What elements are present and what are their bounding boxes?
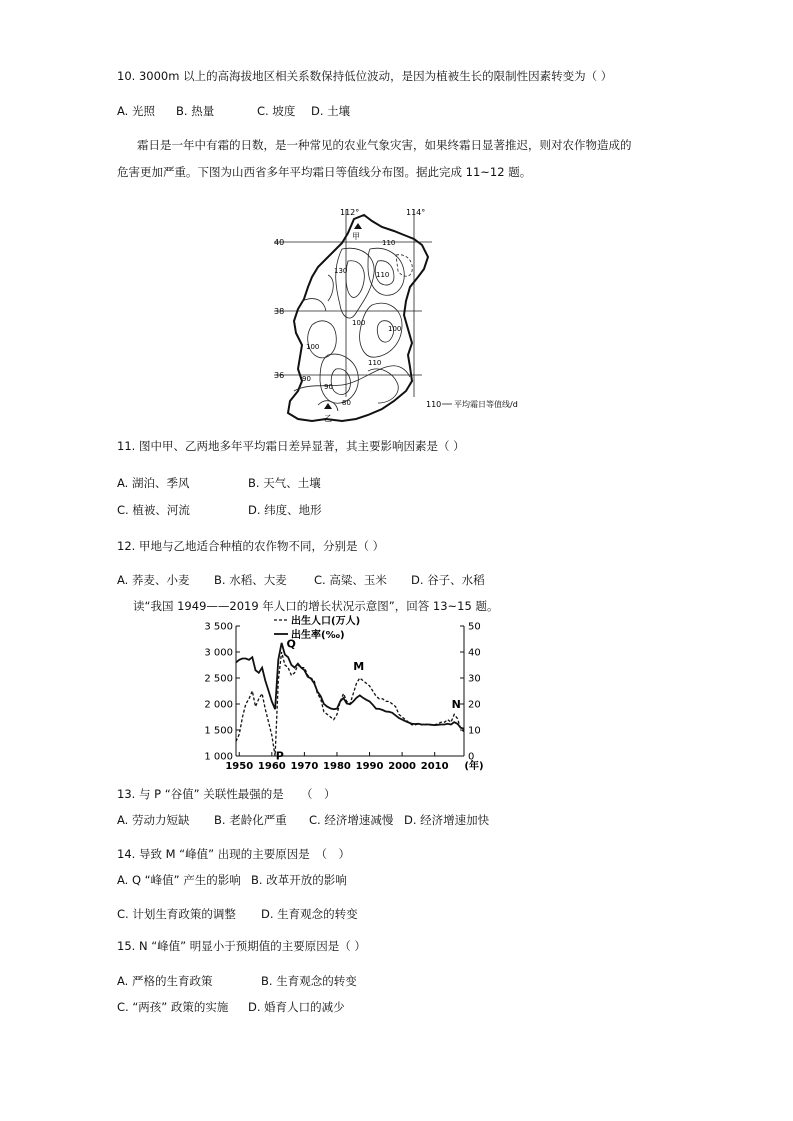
x-tick-label: 1980 — [323, 761, 351, 772]
annotation-label: N — [451, 698, 461, 712]
q15-option-c: C. “两孩” 政策的实施 — [117, 1000, 229, 1014]
annotation-label: Q — [286, 637, 296, 651]
annotation-label: P — [275, 749, 284, 763]
right-tick-label: 30 — [468, 673, 481, 685]
contour-label: 110 — [382, 239, 396, 247]
left-tick-label: 3 500 — [204, 621, 233, 633]
right-tick-label: 50 — [468, 621, 481, 633]
yi-marker-icon — [324, 403, 332, 409]
birth-rate-line — [236, 643, 464, 729]
chart-labels — [204, 614, 483, 772]
x-tick-label: 2000 — [388, 761, 417, 772]
q13-option-c: C. 经济增速减慢 — [309, 813, 394, 827]
q10-option-b: B. 热量 — [176, 104, 215, 118]
population-chart — [194, 614, 494, 776]
frost-day-map — [272, 205, 534, 427]
q15-stem: 15. N “峰值” 明显小于预期值的主要原因是（ ） — [117, 939, 366, 953]
left-tick-label: 1 500 — [204, 725, 233, 737]
map-legend-value: 110 — [426, 400, 442, 409]
contour-line — [294, 366, 410, 391]
q12-option-a: A. 荞麦、小麦 — [117, 573, 190, 587]
contour-line — [302, 299, 326, 311]
right-tick-label: 0 — [468, 751, 475, 763]
contour-label: 100 — [352, 319, 366, 327]
q15-option-d: D. 婚育人口的减少 — [248, 1000, 345, 1014]
q11-option-b: B. 天气、土壤 — [248, 476, 321, 490]
x-tick-label: 1960 — [257, 761, 286, 772]
q11-stem: 11. 图中甲、乙两地多年平均霜日差异显著，其主要影响因素是（ ） — [117, 439, 465, 453]
contour-label: 90 — [324, 383, 333, 391]
frost-day-map-svg — [272, 205, 534, 427]
place-label-yi: 乙 — [324, 414, 332, 423]
population-chart-svg — [194, 614, 494, 776]
q13-stem: 13. 与 P “谷值” 关联性最强的是 （ ） — [117, 787, 336, 801]
contour-label: 100 — [388, 325, 402, 333]
q12-stem: 12. 甲地与乙地适合种植的农作物不同，分别是（ ） — [117, 539, 385, 553]
q14-option-d: D. 生育观念的转变 — [261, 907, 358, 921]
x-unit-label: (年) — [464, 761, 484, 772]
q13-option-a: A. 劳动力短缺 — [117, 813, 190, 827]
chart-series — [236, 643, 464, 756]
q11-option-a: A. 湖泊、季风 — [117, 476, 190, 490]
chart-axes — [236, 626, 464, 756]
contour-line — [346, 261, 364, 298]
legend-label-birth-population: 出生人口(万人) — [291, 616, 361, 627]
lat-label-38: 38 — [274, 307, 285, 316]
q14-option-b: B. 改革开放的影响 — [251, 873, 347, 887]
lat-label-40: 40 — [274, 238, 285, 247]
contour-line — [308, 321, 337, 358]
left-tick-label: 2 500 — [204, 673, 233, 685]
lon-label-114: 114° — [406, 208, 426, 217]
q10-option-d: D. 土壤 — [311, 104, 351, 118]
q10-stem: 10. 3000m 以上的高海拔地区相关系数保持低位波动，是因为植被生长的限制性因素转变为（ ） — [117, 69, 613, 83]
q13-option-d: D. 经济增速加快 — [404, 813, 490, 827]
q14-stem: 14. 导致 M “峰值” 出现的主要原因是 （ ） — [117, 847, 350, 861]
passage1-line1: 霜日是一年中有霜的日数，是一种常见的农业气象灾害，如果终霜日显著推迟，则对农作物造成的 — [137, 138, 632, 152]
passage1-line2: 危害更加严重。下图为山西省多年平均霜日等值线分布图。据此完成 11~12 题。 — [117, 165, 532, 179]
shanxi-outline — [288, 215, 428, 421]
right-tick-label: 10 — [468, 725, 481, 737]
contour-label: 110 — [376, 271, 390, 279]
left-tick-label: 3 000 — [204, 647, 233, 659]
x-tick-label: 2010 — [420, 761, 449, 772]
lat-label-36: 36 — [274, 371, 285, 380]
lon-label-112: 112° — [340, 208, 360, 217]
map-legend-text: 平均霜日等值线/d — [454, 400, 518, 409]
contour-line — [331, 369, 350, 395]
contour-label: 80 — [342, 399, 351, 407]
contour-line — [320, 354, 358, 403]
q10-option-c: C. 坡度 — [257, 104, 296, 118]
q15-option-a: A. 严格的生育政策 — [117, 974, 213, 988]
contour-label: 100 — [306, 343, 320, 351]
q11-option-d: D. 纬度、地形 — [248, 503, 322, 517]
contour-line — [368, 369, 398, 403]
contour-line — [328, 275, 333, 301]
q12-option-b: B. 水稻、大麦 — [214, 573, 287, 587]
jia-marker-icon — [354, 223, 362, 229]
x-tick-label: 1950 — [225, 761, 254, 772]
legend-label-birth-rate: 出生率(‰) — [291, 630, 345, 641]
q12-option-c: C. 高粱、玉米 — [314, 573, 387, 587]
contour-label: 130 — [334, 267, 348, 275]
contour-label: 90 — [302, 375, 311, 383]
left-tick-label: 1 000 — [204, 751, 233, 763]
q11-option-c: C. 植被、河流 — [117, 503, 190, 517]
q10-option-a: A. 光照 — [117, 104, 155, 118]
right-tick-label: 40 — [468, 647, 481, 659]
annotation-label: M — [353, 659, 365, 673]
q12-option-d: D. 谷子、水稻 — [411, 573, 485, 587]
contour-label: 110 — [368, 359, 382, 367]
q14-option-c: C. 计划生育政策的调整 — [117, 907, 236, 921]
q13-option-b: B. 老龄化严重 — [214, 813, 287, 827]
q15-option-b: B. 生育观念的转变 — [261, 974, 357, 988]
right-tick-label: 20 — [468, 699, 481, 711]
passage2-line1: 读“我国 1949——2019 年人口的增长状况示意图”，回答 13~15 题。 — [133, 599, 499, 613]
x-tick-label: 1970 — [290, 761, 319, 772]
left-tick-label: 2 000 — [204, 699, 233, 711]
place-label-jia: 甲 — [352, 232, 360, 241]
x-tick-label: 1990 — [355, 761, 384, 772]
q14-option-a: A. Q “峰值” 产生的影响 — [117, 873, 241, 887]
